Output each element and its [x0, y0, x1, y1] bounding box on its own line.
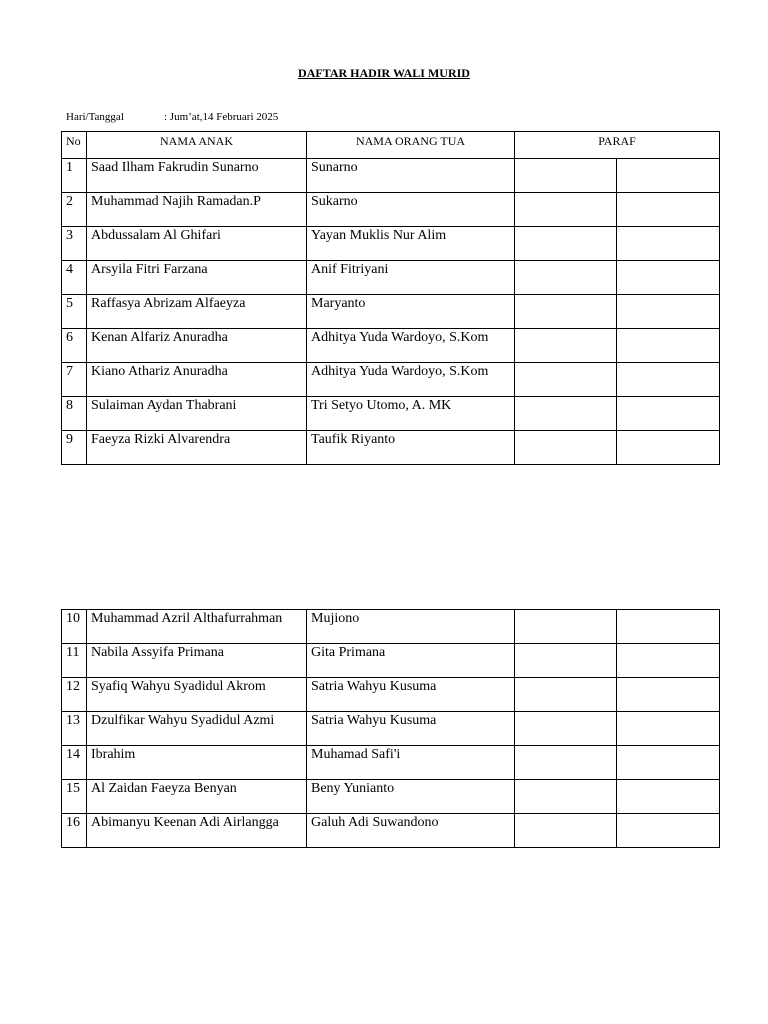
header-child-name: NAMA ANAK [87, 132, 307, 159]
page-title: DAFTAR HADIR WALI MURID [298, 66, 470, 80]
signature-cell-left[interactable] [515, 261, 617, 295]
table-row [62, 363, 720, 397]
row-number: 9 [62, 431, 87, 465]
table-row [62, 780, 720, 814]
signature-cell-left[interactable] [515, 397, 617, 431]
table-row [62, 261, 720, 295]
signature-cell-left[interactable] [515, 227, 617, 261]
signature-cell-left[interactable] [515, 746, 617, 780]
signature-cell-right[interactable] [617, 814, 720, 848]
table-row [62, 610, 720, 644]
child-name-cell: Kenan Alfariz Anuradha [87, 329, 307, 363]
parent-name-cell: Taufik Riyanto [307, 431, 515, 465]
signature-cell-right[interactable] [617, 159, 720, 193]
header-parent-name: NAMA ORANG TUA [307, 132, 515, 159]
parent-name-cell: Adhitya Yuda Wardoyo, S.Kom [307, 363, 515, 397]
header-signature: PARAF [515, 132, 720, 159]
signature-cell-right[interactable] [617, 295, 720, 329]
signature-cell-left[interactable] [515, 678, 617, 712]
parent-name-cell: Muhamad Safi'i [307, 746, 515, 780]
signature-cell-left[interactable] [515, 159, 617, 193]
signature-cell-right[interactable] [617, 431, 720, 465]
parent-name-cell: Gita Primana [307, 644, 515, 678]
child-name-cell: Raffasya Abrizam Alfaeyza [87, 295, 307, 329]
table-row [62, 329, 720, 363]
child-name-cell: Abdussalam Al Ghifari [87, 227, 307, 261]
signature-cell-left[interactable] [515, 193, 617, 227]
signature-cell-right[interactable] [617, 227, 720, 261]
signature-cell-right[interactable] [617, 746, 720, 780]
row-number: 16 [62, 814, 87, 848]
header-no: No [62, 132, 87, 159]
table-row [62, 227, 720, 261]
signature-cell-left[interactable] [515, 610, 617, 644]
table-row [62, 644, 720, 678]
signature-cell-right[interactable] [617, 329, 720, 363]
signature-cell-right[interactable] [617, 712, 720, 746]
parent-name-cell: Maryanto [307, 295, 515, 329]
parent-name-cell: Sukarno [307, 193, 515, 227]
row-number: 15 [62, 780, 87, 814]
signature-cell-right[interactable] [617, 261, 720, 295]
signature-cell-right[interactable] [617, 780, 720, 814]
row-number: 7 [62, 363, 87, 397]
child-name-cell: Dzulfikar Wahyu Syadidul Azmi [87, 712, 307, 746]
row-number: 1 [62, 159, 87, 193]
signature-cell-right[interactable] [617, 397, 720, 431]
signature-cell-left[interactable] [515, 814, 617, 848]
child-name-cell: Syafiq Wahyu Syadidul Akrom [87, 678, 307, 712]
table-row [62, 295, 720, 329]
child-name-cell: Muhammad Azril Althafurrahman [87, 610, 307, 644]
parent-name-cell: Adhitya Yuda Wardoyo, S.Kom [307, 329, 515, 363]
parent-name-cell: Yayan Muklis Nur Alim [307, 227, 515, 261]
row-number: 6 [62, 329, 87, 363]
child-name-cell: Arsyila Fitri Farzana [87, 261, 307, 295]
row-number: 12 [62, 678, 87, 712]
signature-cell-left[interactable] [515, 329, 617, 363]
child-name-cell: Al Zaidan Faeyza Benyan [87, 780, 307, 814]
signature-cell-right[interactable] [617, 644, 720, 678]
row-number: 3 [62, 227, 87, 261]
table-row [62, 193, 720, 227]
row-number: 4 [62, 261, 87, 295]
signature-cell-right[interactable] [617, 363, 720, 397]
table-row [62, 431, 720, 465]
row-number: 11 [62, 644, 87, 678]
parent-name-cell: Satria Wahyu Kusuma [307, 678, 515, 712]
parent-name-cell: Anif Fitriyani [307, 261, 515, 295]
row-number: 13 [62, 712, 87, 746]
row-number: 2 [62, 193, 87, 227]
child-name-cell: Ibrahim [87, 746, 307, 780]
table-header-row [62, 132, 720, 159]
table-row [62, 712, 720, 746]
child-name-cell: Nabila Assyifa Primana [87, 644, 307, 678]
table-row [62, 159, 720, 193]
parent-name-cell: Galuh Adi Suwandono [307, 814, 515, 848]
signature-cell-left[interactable] [515, 295, 617, 329]
signature-cell-right[interactable] [617, 678, 720, 712]
child-name-cell: Faeyza Rizki Alvarendra [87, 431, 307, 465]
signature-cell-left[interactable] [515, 363, 617, 397]
row-number: 5 [62, 295, 87, 329]
parent-name-cell: Mujiono [307, 610, 515, 644]
signature-cell-left[interactable] [515, 712, 617, 746]
child-name-cell: Sulaiman Aydan Thabrani [87, 397, 307, 431]
child-name-cell: Muhammad Najih Ramadan.P [87, 193, 307, 227]
signature-cell-left[interactable] [515, 431, 617, 465]
row-number: 14 [62, 746, 87, 780]
date-label: Hari/Tanggal [66, 111, 124, 123]
parent-name-cell: Beny Yunianto [307, 780, 515, 814]
date-line [66, 111, 278, 123]
row-number: 10 [62, 610, 87, 644]
signature-cell-left[interactable] [515, 780, 617, 814]
signature-cell-right[interactable] [617, 193, 720, 227]
table-body-part-2 [62, 610, 720, 848]
row-number: 8 [62, 397, 87, 431]
date-value: : Jum’at,14 Februari 2025 [164, 111, 279, 123]
signature-cell-right[interactable] [617, 610, 720, 644]
child-name-cell: Kiano Athariz Anuradha [87, 363, 307, 397]
table-row [62, 746, 720, 780]
table-row [62, 678, 720, 712]
parent-name-cell: Sunarno [307, 159, 515, 193]
child-name-cell: Saad Ilham Fakrudin Sunarno [87, 159, 307, 193]
table-body-part-1 [62, 159, 720, 465]
signature-cell-left[interactable] [515, 644, 617, 678]
table-row [62, 397, 720, 431]
parent-name-cell: Satria Wahyu Kusuma [307, 712, 515, 746]
child-name-cell: Abimanyu Keenan Adi Airlangga [87, 814, 307, 848]
attendance-table-part-2 [61, 609, 720, 848]
attendance-table-part-1 [61, 131, 720, 465]
table-row [62, 814, 720, 848]
parent-name-cell: Tri Setyo Utomo, A. MK [307, 397, 515, 431]
